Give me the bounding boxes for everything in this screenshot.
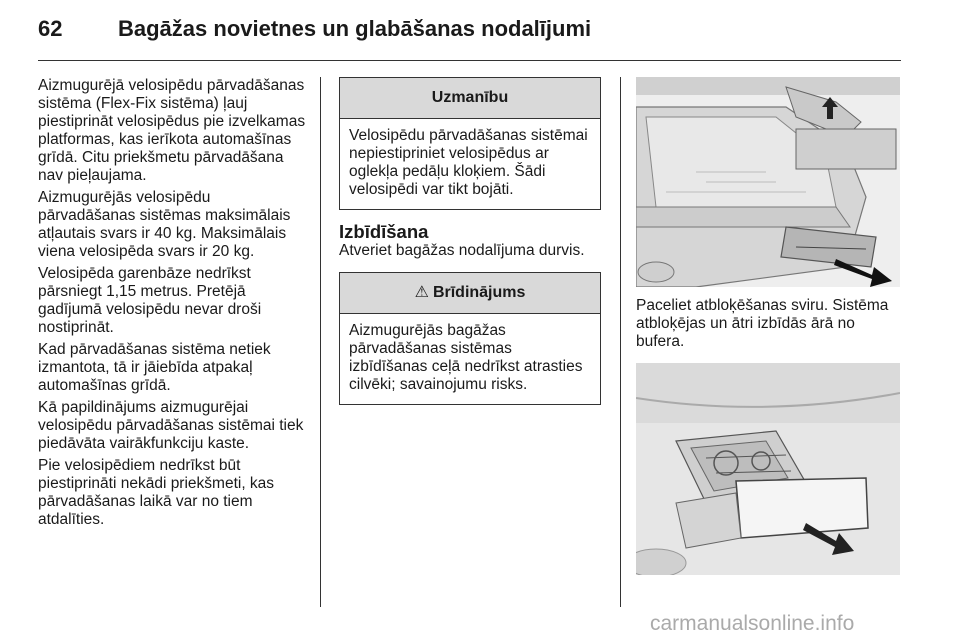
paragraph: Velosipēda garenbāze nedrīkst pārsniegt 1,15 metrus. Pretējā gadījumā velosipēdu nevar droši nostiprināt.: [38, 265, 262, 336]
warning-title: Brīdinājums: [432, 284, 526, 301]
warning-box: [339, 272, 601, 405]
right-column: [636, 77, 902, 575]
paragraph: Pie velosipēdiem nedrīkst būt piestiprināti nekādi priekšmeti, kas pārvadāšanas laikā var no tiem atdalīties.: [38, 457, 275, 528]
page-number: 62: [38, 16, 63, 41]
middle-column: [339, 77, 601, 405]
header-divider: [38, 60, 901, 61]
chapter-title: Bagāžas novietnes un glabāšanas nodalījumi: [118, 16, 592, 41]
paragraph: Aizmugurējā velosipēdu pārvadāšanas sistēma (Flex-Fix sistēma) ļauj piestiprināt velosipēdus pie izvelkamas platformas, kas ierīkota automašīnas grīdā. Citu priekšmetu pārvadāšana nav pieļaujama.: [38, 77, 306, 184]
section-heading: Izbīdīšana: [339, 221, 429, 242]
platform-illustration: [636, 363, 900, 575]
caution-title: Uzmanību: [340, 78, 600, 119]
watermark: carmanualsonline.info: [650, 612, 855, 635]
column-divider: [320, 77, 321, 607]
warning-icon: ⚠: [414, 284, 429, 301]
paragraph: Aizmugurējās velosipēdu pārvadāšanas sistēmas maksimālais atļautais svars ir 40 kg. Maksimālais viena velosipēda svars ir 20 kg.: [38, 189, 291, 260]
caution-text: Velosipēdu pārvadāšanas sistēmai nepiestipriniet velosipēdus ar oglekļa pedāļu kloķiem. Šādi velosipēdi var tikt bojāti.: [349, 127, 588, 198]
warning-header: [340, 273, 600, 314]
paragraph: Kā papildinājums aizmugurējai velosipēdu pārvadāšanas sistēmai tiek piedāvāta vairākfunkciju kaste.: [38, 399, 304, 452]
warning-text: Aizmugurējās bagāžas pārvadāšanas sistēmas izbīdīšanas ceļā nedrīkst atrasties cilvēki; savainojumu risks.: [349, 322, 583, 393]
caution-box: [339, 77, 601, 210]
figure-caption: Paceliet atbloķēšanas sviru. Sistēma atbloķējas un ātri izbīdās ārā no bufera.: [636, 297, 889, 350]
trunk-lever-illustration: [636, 77, 900, 287]
paragraph: Kad pārvadāšanas sistēma netiek izmantota, tā ir jāiebīda atpakaļ automašīnas grīdā.: [38, 341, 271, 394]
column-divider: [620, 77, 621, 607]
left-column: [38, 77, 310, 533]
section-text: Atveriet bagāžas nodalījuma durvis.: [339, 242, 585, 259]
